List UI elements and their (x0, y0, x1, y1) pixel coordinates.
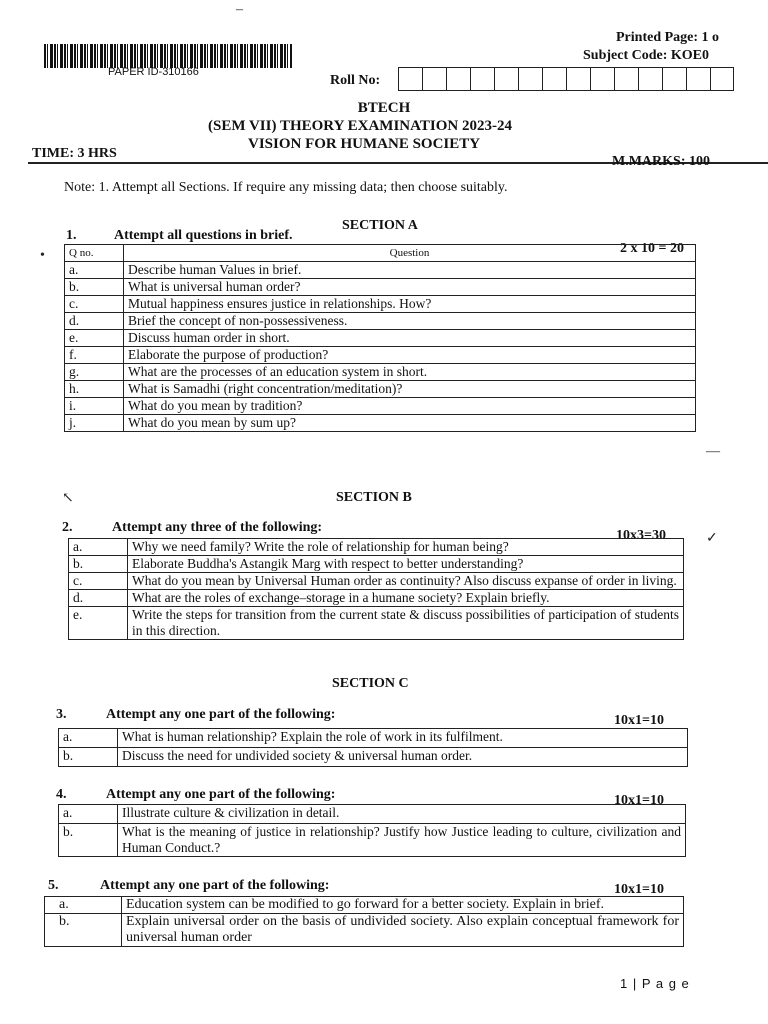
q5-instruction: Attempt any one part of the following: (100, 878, 330, 893)
q1-number: 1. (66, 228, 77, 243)
q1-text: Describe human Values in brief. (124, 262, 696, 279)
q1-label: h. (65, 381, 124, 398)
q5-number: 5. (48, 878, 59, 893)
q1-text: Mutual happiness ensures justice in relationships. How? (124, 296, 696, 313)
q5-table (44, 896, 684, 947)
q1-label: d. (65, 313, 124, 330)
col-question: Question (124, 245, 696, 262)
q1-label: j. (65, 415, 124, 432)
q2-label: d. (69, 590, 128, 607)
q5-label: a. (45, 897, 122, 914)
q1-text: What is Samadhi (right concentration/meditation)? (124, 381, 696, 398)
section-b-table (68, 538, 684, 640)
q2-label: e. (69, 607, 128, 640)
q4-label: b. (59, 824, 118, 857)
q1-text: What do you mean by tradition? (124, 398, 696, 415)
q3-label: b. (59, 748, 118, 767)
note: Note: 1. Attempt all Sections. If require any missing data; then choose suitably. (64, 180, 508, 195)
roll-no-boxes[interactable] (398, 67, 734, 91)
pen-mark: ↖ (62, 491, 74, 506)
q2-number: 2. (62, 520, 73, 535)
max-marks: M.MARKS: 100 (612, 154, 710, 169)
col-qno: Q no. (65, 245, 124, 262)
q1-label: b. (65, 279, 124, 296)
q5-text: Explain universal order on the basis of undivided society. Also explain conceptual framework for universal human order (122, 914, 684, 947)
time: TIME: 3 HRS (32, 146, 117, 161)
q2-text: What do you mean by Universal Human order as continuity? Also discuss expanse of order in living. (128, 573, 684, 590)
course-title: VISION FOR HUMANE SOCIETY (248, 136, 481, 152)
q2-label: b. (69, 556, 128, 573)
section-c-title: SECTION C (332, 676, 409, 691)
q3-text: Discuss the need for undivided society & universal human order. (118, 748, 688, 767)
q1-label: c. (65, 296, 124, 313)
q2-marks: 10x3=30 (616, 528, 666, 543)
q1-label: a. (65, 262, 124, 279)
q1-label: i. (65, 398, 124, 415)
q1-text: Discuss human order in short. (124, 330, 696, 347)
q5-text: Education system can be modified to go forward for a better society. Explain in brief. (122, 897, 684, 914)
q1-text: Brief the concept of non-possessiveness. (124, 313, 696, 330)
q3-instruction: Attempt any one part of the following: (106, 707, 336, 722)
q1-label: g. (65, 364, 124, 381)
q4-text: What is the meaning of justice in relationship? Justify how Justice leading to culture, civilization and Human Conduct.? (118, 824, 686, 857)
q2-label: c. (69, 573, 128, 590)
q2-label: a. (69, 539, 128, 556)
exam-title: (SEM VII) THEORY EXAMINATION 2023-24 (208, 118, 512, 134)
pen-mark: ✓ (706, 531, 718, 546)
q1-text: What do you mean by sum up? (124, 415, 696, 432)
section-b-title: SECTION B (336, 490, 412, 505)
printed-page: Printed Page: 1 o (616, 30, 720, 45)
q5-marks: 10x1=10 (614, 882, 664, 897)
page-number: 1 | P a g e (620, 976, 690, 991)
q2-text: What are the roles of exchange–storage in a humane society? Explain briefly. (128, 590, 684, 607)
pen-mark: — (706, 444, 720, 459)
q4-label: a. (59, 805, 118, 824)
q1-instruction: Attempt all questions in brief. (114, 228, 293, 243)
q1-label: f. (65, 347, 124, 364)
q1-text: Elaborate the purpose of production? (124, 347, 696, 364)
q4-text: Illustrate culture & civilization in detail. (118, 805, 686, 824)
roll-no-label: Roll No: (330, 73, 381, 88)
section-a-title: SECTION A (342, 218, 418, 233)
q3-table (58, 728, 688, 767)
section-a-table (64, 244, 696, 432)
q3-number: 3. (56, 707, 67, 722)
q2-text: Elaborate Buddha's Astangik Marg with respect to better understanding? (128, 556, 684, 573)
q3-marks: 10x1=10 (614, 713, 664, 728)
q1-marks: 2 x 10 = 20 (620, 241, 684, 256)
q3-label: a. (59, 729, 118, 748)
pen-mark: – (236, 2, 243, 17)
q4-number: 4. (56, 787, 67, 802)
subject-code: Subject Code: KOE0 (583, 48, 709, 63)
q1-label: e. (65, 330, 124, 347)
q4-table (58, 804, 686, 857)
q3-text: What is human relationship? Explain the role of work in its fulfilment. (118, 729, 688, 748)
q2-text: Write the steps for transition from the current state & discuss possibilities of participation of students in this direction. (128, 607, 684, 640)
q2-instruction: Attempt any three of the following: (112, 520, 323, 535)
degree: BTECH (357, 100, 411, 116)
pen-mark: • (40, 248, 45, 263)
paper-id: PAPER ID-310166 (108, 66, 199, 78)
q4-marks: 10x1=10 (614, 793, 664, 808)
q1-text: What are the processes of an education system in short. (124, 364, 696, 381)
q4-instruction: Attempt any one part of the following: (106, 787, 336, 802)
q2-text: Why we need family? Write the role of relationship for human being? (128, 539, 684, 556)
q5-label: b. (45, 914, 122, 947)
q1-text: What is universal human order? (124, 279, 696, 296)
barcode (44, 44, 292, 68)
